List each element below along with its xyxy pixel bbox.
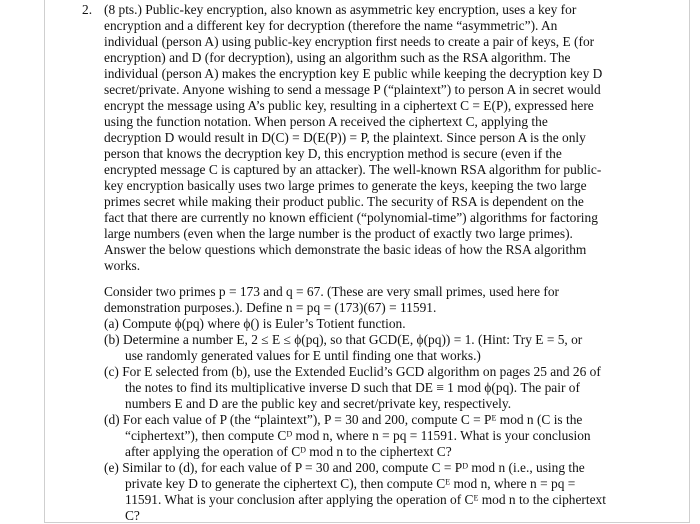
part-b: (b) Determine a number E, 2 ≤ E ≤ ϕ(pq), so that GCD(E, ϕ(pq)) = 1. (Hint: Try E = 5, or: [104, 332, 583, 347]
part-e-cont: private key D to generate the ciphertext C), then compute Cᴱ mod n, where n = pq =: [125, 476, 576, 491]
intro-line: encrypted message C is captured by an attacker). The well-known RSA algorithm for public-: [104, 162, 602, 177]
intro-line: primes secret while making their product public. The security of RSA is dependent on the: [104, 194, 584, 209]
intro-line: encrypt the message using A’s public key, resulting in a ciphertext C = E(P), expressed here: [104, 98, 594, 113]
intro-line: using the function notation. When person A received the ciphertext C, applying the: [104, 114, 548, 129]
intro-line: fact that there are currently no known efficient (“polynomial-time”) algorithms for factoring: [104, 210, 598, 225]
part-c-cont: numbers E and D are the public key and secret/private key, respectively.: [125, 396, 512, 411]
setup-line: Consider two primes p = 173 and q = 67. (These are very small primes, used here for: [104, 284, 560, 299]
intro-line: person that knows the decryption key D, this encryption method is secure (even if the: [104, 146, 562, 161]
part-a: (a) Compute ϕ(pq) where ϕ() is Euler’s Totient function.: [104, 316, 406, 331]
intro-line: key encryption basically uses two large primes to generate the keys, keeping the two large: [104, 178, 587, 193]
intro-line: large numbers (even when the large number is the product of exactly two large primes).: [104, 226, 573, 241]
part-d: (d) For each value of P (the “plaintext”), P = 30 and 200, compute C = Pᴱ mod n (C is the: [104, 412, 583, 427]
part-d-cont: after applying the operation of Cᴰ mod n to the ciphertext C?: [125, 444, 452, 459]
part-b-cont: use randomly generated values for E until finding one that works.): [125, 348, 481, 363]
intro-line: encryption and a different key for decryption (therefore the name “asymmetric”). An: [104, 18, 558, 33]
intro-line: (8 pts.) Public-key encryption, also known as asymmetric key encryption, uses a key for: [104, 2, 577, 17]
part-e: (e) Similar to (d), for each value of P = 30 and 200, compute C = Pᴰ mod n (i.e., using the: [104, 460, 585, 475]
setup-line: demonstration purposes.). Define n = pq = (173)(67) = 11591.: [104, 300, 437, 315]
part-c: (c) For E selected from (b), use the Extended Euclid’s GCD algorithm on pages 25 and 26 of: [104, 364, 601, 379]
question-number: 2.: [82, 2, 93, 17]
intro-line: secret/private. Anyone wishing to send a message P (“plaintext”) to person A in secret would: [104, 82, 601, 97]
intro-line: decryption D would result in D(C) = D(E(P)) = P, the plaintext. Since person A is the only: [104, 130, 586, 145]
intro-line: works.: [104, 258, 141, 273]
intro-line: Answer the below questions which demonstrate the basic ideas of how the RSA algorithm: [104, 242, 587, 257]
part-e-cont: C?: [125, 508, 140, 523]
intro-line: individual (person A) using public-key encryption first needs to create a pair of keys, E (for: [104, 34, 595, 49]
part-e-cont: 11591. What is your conclusion after applying the operation of Cᴱ mod n to the ciphertext: [125, 492, 606, 507]
intro-line: encryption) and D (for decryption), using an algorithm such as the RSA algorithm. The: [104, 50, 571, 65]
part-c-cont: the notes to find its multiplicative inverse D such that DE ≡ 1 mod ϕ(pq). The pair of: [125, 380, 580, 395]
intro-line: individual (person A) makes the encryption key E public while keeping the decryption key D: [104, 66, 603, 81]
part-d-cont: “ciphertext”), then compute Cᴰ mod n, where n = pq = 11591. What is your conclusion: [125, 428, 591, 443]
